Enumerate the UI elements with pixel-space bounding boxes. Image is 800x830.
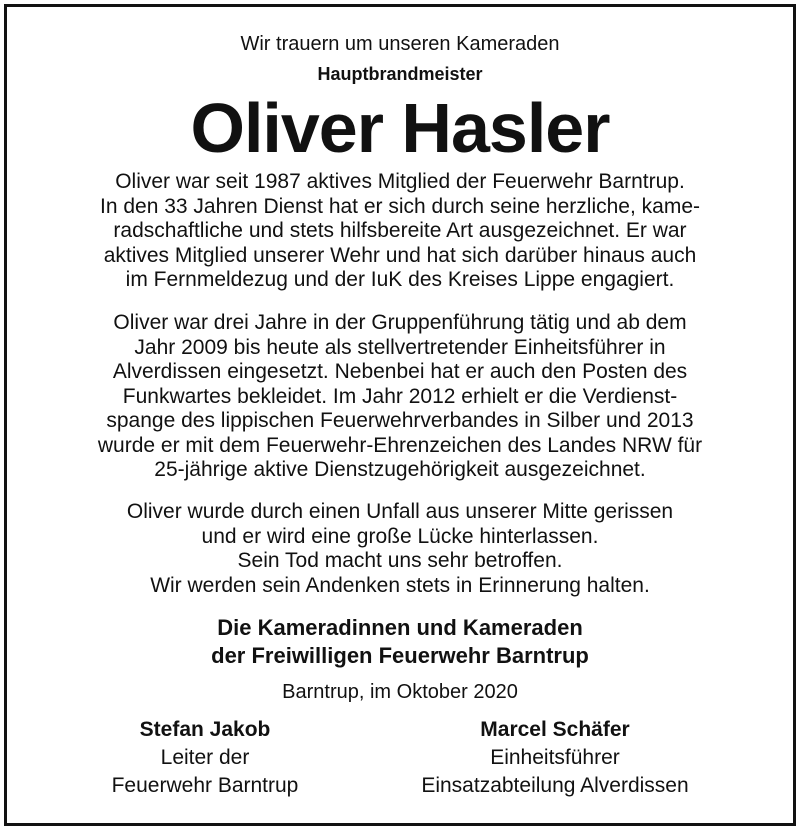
text-line: Oliver wurde durch einen Unfall aus unserer Mitte gerissen [126, 500, 674, 523]
signatory-role: Feuerwehr Barntrup [111, 774, 299, 797]
signatory-role: Einheitsführer [490, 746, 620, 769]
paragraph-membership [0, 170, 800, 293]
signatory-role: Einsatzabteilung Alverdissen [421, 774, 689, 797]
text-line: Oliver war drei Jahre in der Gruppenführung tätig und ab dem [113, 311, 687, 334]
signatory-name: Stefan Jakob [139, 718, 271, 741]
paragraph-career [0, 311, 800, 483]
place-date: Barntrup, im Oktober 2020 [282, 681, 518, 703]
text-line: wurde er mit dem Feuerwehr-Ehrenzeichen des Landes NRW für [97, 433, 703, 457]
signatory-right [370, 716, 740, 800]
text-line: Alverdissen eingesetzt. Nebenbei hat er auch den Posten des [112, 360, 688, 383]
rank-title: Hauptbrandmeister [317, 64, 483, 84]
signatory-left [60, 716, 350, 800]
text-line: im Fernmeldezug und der IuK des Kreises Lippe engagiert. [125, 268, 675, 291]
text-line: In den 33 Jahren Dienst hat er sich durch seine herzliche, kame- [100, 194, 700, 218]
signatory-name: Marcel Schäfer [480, 718, 630, 741]
text-line: Wir werden sein Andenken stets in Erinnerung halten. [150, 573, 650, 597]
paragraph-mourning [0, 500, 800, 598]
text-line: und er wird eine große Lücke hinterlassen. [201, 524, 599, 548]
text-line: Jahr 2009 bis heute als stellvertretender Einheitsführer in [134, 335, 666, 359]
text-line: 25-jährige aktive Dienstzugehörigkeit ausgezeichnet. [154, 458, 646, 481]
text-line: Sein Tod macht uns sehr betroffen. [237, 549, 563, 572]
signatory-role: Leiter der [160, 746, 250, 769]
text-line: radschaftliche und stets hilfsbereite Art ausgezeichnet. Er war [113, 219, 687, 242]
signed-by-line: der Freiwilligen Feuerwehr Barntrup [211, 643, 589, 668]
text-line: spange des lippischen Feuerwehrverbandes in Silber und 2013 [106, 409, 694, 432]
text-line: Funkwartes bekleidet. Im Jahr 2012 erhielt er die Verdienst- [122, 384, 678, 408]
deceased-name: Oliver Hasler [190, 89, 610, 167]
text-line: aktives Mitglied unserer Wehr und hat sich darüber hinaus auch [103, 243, 697, 267]
intro-line: Wir trauern um unseren Kameraden [240, 33, 560, 55]
text-line: Oliver war seit 1987 aktives Mitglied der Feuerwehr Barntrup. [115, 170, 685, 193]
signed-by-line: Die Kameradinnen und Kameraden [217, 615, 583, 640]
signed-by-block [0, 614, 800, 670]
